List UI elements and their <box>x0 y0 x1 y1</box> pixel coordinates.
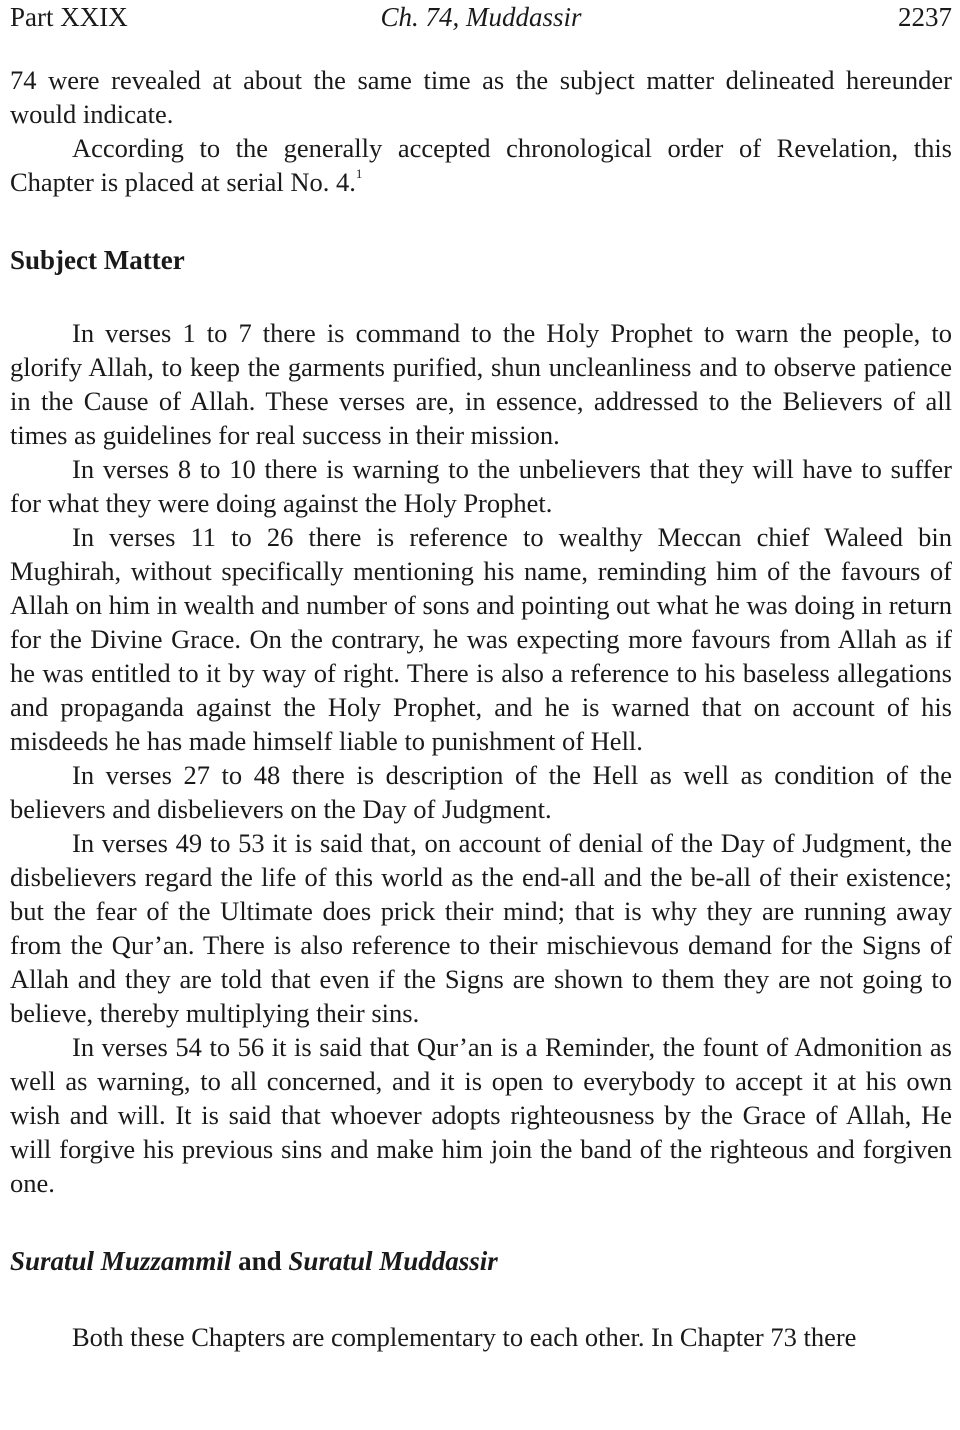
chapter-title: Ch. 74, Muddassir <box>380 2 582 32</box>
footnote-marker: 1 <box>355 166 363 181</box>
suras-paragraph: Both these Chapters are complementary to each other. In Chapter 73 there <box>72 1322 857 1352</box>
subject-matter-heading: Subject Matter <box>10 245 185 275</box>
intro-continuation: 74 were revealed at about the same time as the subject matter delineated hereunder would indicate. <box>10 65 952 129</box>
intro-chronology <box>10 131 952 199</box>
running-header <box>10 0 952 36</box>
subject-paragraph: In verses 11 to 26 there is reference to wealthy Meccan chief Waleed bin Mughirah, without specifically mentioning his name, reminding him of the favours of Allah on him in wealth and number of sons and pointing out what he was doing in return for the Divine Grace. On the contrary, he was expecting more favours from Allah as if he was entitled to it by way of right. There is also a reference to his baseless allegations and propaganda against the Holy Prophet, and he is warned that on account of his misdeeds he has made himself liable to punishment of Hell. <box>10 522 952 756</box>
subject-paragraph: In verses 49 to 53 it is said that, on account of denial of the Day of Judgment, the disbelievers regard the life of this world as the end-all and the be-all of their existence; but the fear of the Ultimate does prick their mind; that is why they are running away from the Qur’an. There is also reference to their mischievous demand for the Signs of Allah and they are told that even if the Signs are shown to them they are not going to believe, thereby multiplying their sins. <box>10 828 952 1028</box>
part-label: Part XXIX <box>10 2 128 32</box>
suras-heading-muzzammil: Suratul Muzzammil <box>10 1246 232 1276</box>
subject-paragraph: In verses 1 to 7 there is command to the Holy Prophet to warn the people, to glorify Allah, to keep the garments purified, shun uncleanliness and to observe patience in the Cause of Allah. These verses are, in essence, addressed to the Believers of all times as guidelines for real success in their mission. <box>10 318 952 450</box>
subject-paragraph: In verses 27 to 48 there is description of the Hell as well as condition of the believers and disbelievers on the Day of Judgment. <box>10 760 952 824</box>
suras-heading-muddassir: Suratul Muddassir <box>288 1246 498 1276</box>
chronology-text: According to the generally accepted chronological order of Revelation, this Chapter is placed at serial No. 4. <box>10 133 952 197</box>
book-page <box>10 0 952 1354</box>
subject-paragraph: In verses 54 to 56 it is said that Qur’an is a Reminder, the fount of Admonition as well as warning, to all concerned, and it is open to everybody to accept it at his own wish and will. It is said that whoever adopts righteousness by the Grace of Allah, He will forgive his previous sins and make him join the band of the righteous and forgiven one. <box>10 1032 952 1198</box>
suras-heading-and: and <box>231 1246 289 1276</box>
suras-heading <box>10 1244 952 1278</box>
page-number: 2237 <box>898 2 952 32</box>
subject-paragraph: In verses 8 to 10 there is warning to the unbelievers that they will have to suffer for what they were doing against the Holy Prophet. <box>10 454 952 518</box>
